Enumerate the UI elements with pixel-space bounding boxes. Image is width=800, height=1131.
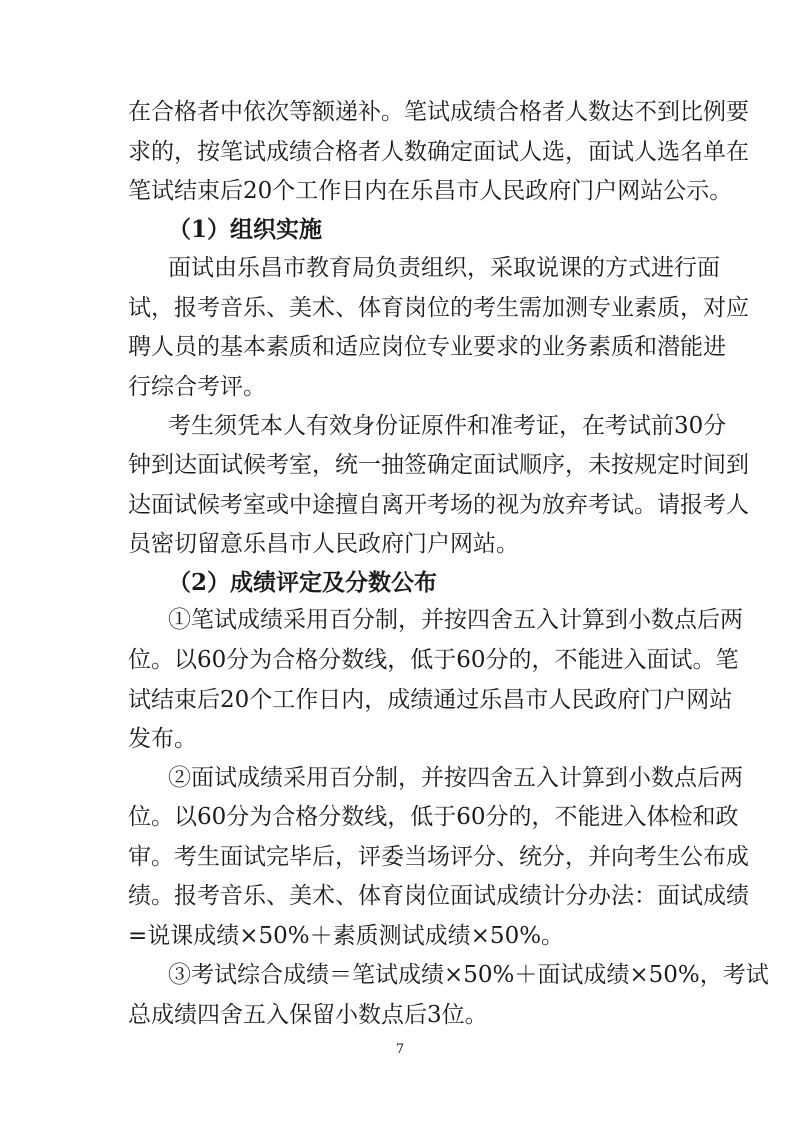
text-line: ③考试综合成绩＝笔试成绩×50%＋面试成绩×50%，考试 — [168, 962, 769, 988]
page-number: 7 — [395, 1042, 405, 1057]
text-line: 在合格者中依次等额递补。笔试成绩合格者人数达不到比例要 — [128, 99, 749, 125]
text-line: 达面试候考室或中途擅自离开考场的视为放弃考试。请报考人 — [128, 492, 749, 518]
text-line: 考生须凭本人有效身份证原件和准考证，在考试前30分 — [168, 413, 727, 439]
text-line: 笔试结束后20个工作日内在乐昌市人民政府门户网站公示。 — [128, 178, 733, 204]
text-line: 绩。报考音乐、美术、体育岗位面试成绩计分办法：面试成绩 — [128, 883, 749, 909]
text-line: 位。以60分为合格分数线，低于60分的，不能进入体检和政 — [128, 804, 739, 830]
text-line: 发布。 — [128, 726, 197, 752]
text-line: ①笔试成绩采用百分制，并按四舍五入计算到小数点后两 — [168, 607, 743, 633]
text-line: 试，报考音乐、美术、体育岗位的考生需加测专业素质，对应 — [128, 295, 749, 321]
section-heading: （1）组织实施 — [168, 216, 323, 243]
text-line: 钟到达面试候考室，统一抽签确定面试顺序，未按规定时间到 — [128, 452, 749, 478]
text-line: 员密切留意乐昌市人民政府门户网站。 — [128, 531, 519, 557]
text-line: 总成绩四舍五入保留小数点后3位。 — [128, 1002, 488, 1028]
text-line: ②面试成绩采用百分制，并按四舍五入计算到小数点后两 — [168, 765, 743, 791]
text-line: =说课成绩×50%＋素质测试成绩×50%。 — [128, 923, 565, 949]
text-line: 求的，按笔试成绩合格者人数确定面试人选，面试人选名单在 — [128, 139, 749, 165]
text-line: 聘人员的基本素质和适应岗位专业要求的业务素质和潜能进 — [128, 334, 726, 360]
text-line: 位。以60分为合格分数线，低于60分的，不能进入面试。笔 — [128, 647, 739, 673]
text-line: 试结束后20个工作日内，成绩通过乐昌市人民政府门户网站 — [128, 687, 733, 713]
text-line: 面试由乐昌市教育局负责组织，采取说课的方式进行面 — [168, 255, 720, 281]
text-line: 行综合考评。 — [128, 374, 266, 400]
section-heading: （2）成绩评定及分数公布 — [168, 569, 438, 596]
text-line: 审。考生面试完毕后，评委当场评分、统分，并向考生公布成 — [128, 844, 749, 870]
